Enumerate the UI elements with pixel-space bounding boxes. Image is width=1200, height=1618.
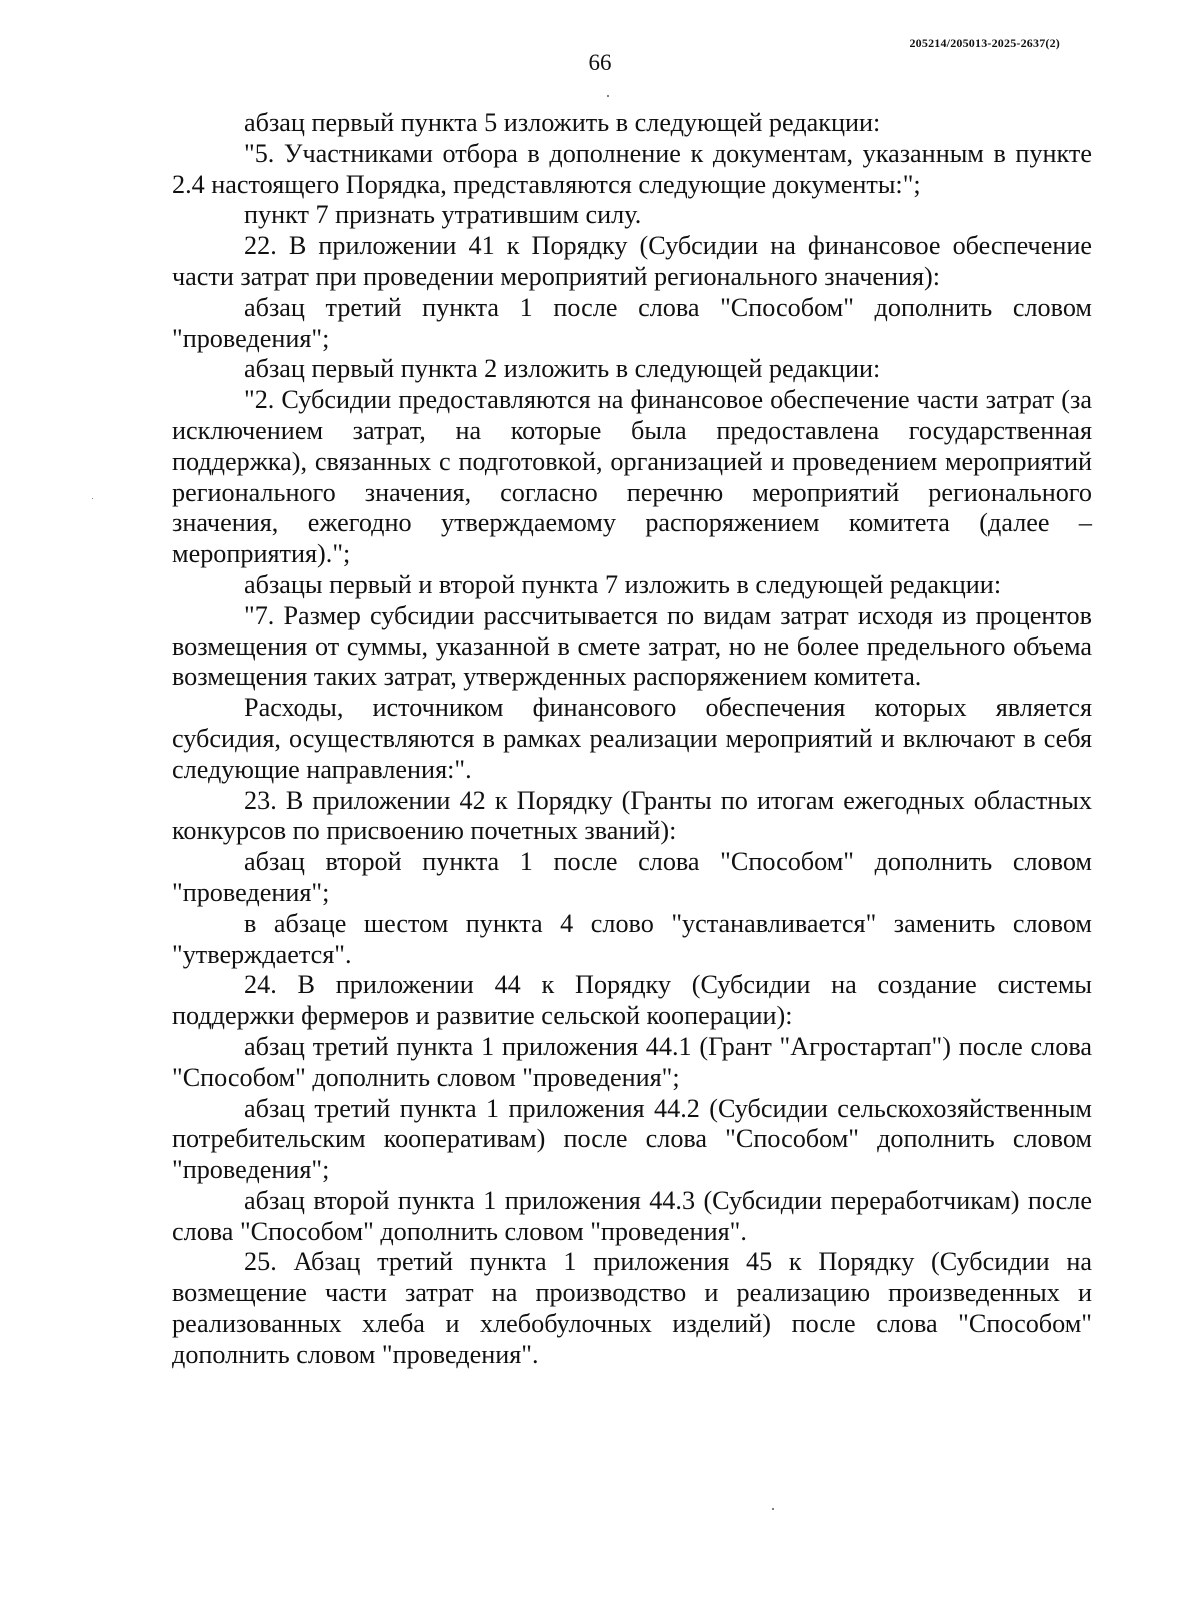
paragraph: абзац третий пункта 1 приложения 44.1 (Грант "Агростартап") после слова "Способом" дополнить словом "проведения";	[172, 1031, 1092, 1092]
paragraph: 23. В приложении 42 к Порядку (Гранты по итогам ежегодных областных конкурсов по присвоению почетных званий):	[172, 785, 1092, 846]
paragraph: абзацы первый и второй пункта 7 изложить в следующей редакции:	[244, 569, 1002, 599]
paragraph: абзац второй пункта 1 после слова "Способом" дополнить словом "проведения";	[172, 847, 1092, 907]
scan-speck	[92, 498, 93, 499]
paragraph: абзац первый пункта 5 изложить в следующей редакции:	[244, 108, 881, 137]
scan-speck	[607, 95, 609, 97]
paragraph: абзац второй пункта 1 приложения 44.3 (Субсидии переработчикам) после слова "Способом" дополнить словом "проведения".	[172, 1185, 1092, 1246]
paragraph: в абзаце шестом пункта 4 слово "устанавливается" заменить словом "утверждается".	[172, 908, 1092, 969]
paragraph: 25. Абзац третий пункта 1 приложения 45 к Порядку (Субсидии на возмещение части затрат на производство и реализацию произведенных и реализованных хлеба и хлебобулочных изделий) после слова "Способом" дополнить словом "проведения".	[172, 1247, 1092, 1369]
paragraph: 24. В приложении 44 к Порядку (Субсидии на создание системы поддержки фермеров и развитие сельской кооперации):	[172, 970, 1092, 1031]
paragraph: абзац первый пункта 2 изложить в следующей редакции:	[244, 354, 881, 384]
scan-speck	[772, 1508, 774, 1510]
document-code: 205214/205013-2025-2637(2)	[909, 36, 1060, 50]
paragraph: "7. Размер субсидии рассчитывается по видам затрат исходя из процентов возмещения от суммы, указанной в смете затрат, но не более предельного объема возмещения таких затрат, утвержденных распоряжением комитета.	[172, 600, 1092, 692]
paragraph: "2. Субсидии предоставляются на финансовое обеспечение части затрат (за исключением затрат, на которые была предоставлена государственная поддержка), связанных с подготовкой, организацией и проведением мероприятий регионального значения, согласно перечню мероприятий регионального значения, ежегодно утверждаемому распоряжением комитета (далее – мероприятия).";	[172, 385, 1092, 569]
paragraph: пункт 7 признать утратившим силу.	[244, 200, 642, 230]
paragraph: абзац третий пункта 1 после слова "Способом" дополнить словом "проведения";	[172, 292, 1092, 353]
paragraph: 22. В приложении 41 к Порядку (Субсидии на финансовое обеспечение части затрат при проведении мероприятий регионального значения):	[172, 231, 1092, 291]
paragraph: абзац третий пункта 1 приложения 44.2 (Субсидии сельскохозяйственным потребительским кооперативам) после слова "Способом" дополнить словом "проведения";	[172, 1093, 1092, 1185]
document-body	[172, 108, 1092, 1371]
paragraph: "5. Участниками отбора в дополнение к документам, указанным в пункте 2.4 настоящего Порядка, представляются следующие документы:";	[172, 138, 1092, 199]
page-number: 66	[588, 50, 612, 75]
paragraph: Расходы, источником финансового обеспечения которых является субсидия, осуществляются в рамках реализации мероприятий и включают в себя следующие направления:".	[172, 693, 1092, 784]
